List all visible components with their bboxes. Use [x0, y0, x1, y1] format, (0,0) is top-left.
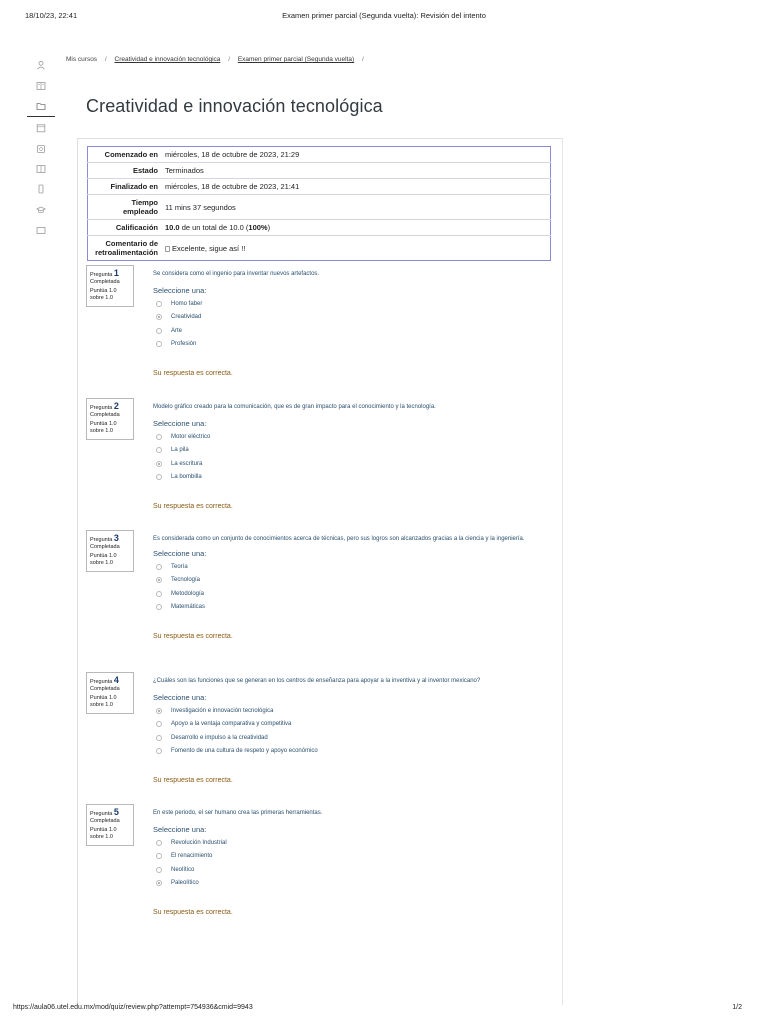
radio-button[interactable] [156, 301, 162, 307]
answer-option[interactable] [153, 863, 547, 877]
question-mark: Puntúa 1.0 [90, 827, 117, 833]
radio-button[interactable] [156, 735, 162, 741]
radio-button[interactable] [156, 604, 162, 610]
answer-option[interactable] [153, 574, 547, 588]
answer-option[interactable] [153, 338, 547, 352]
question-body-2 [153, 402, 547, 510]
question-mark: Puntúa 1.0 [90, 421, 117, 427]
question-text: Se considera como el ingenio para inventar nuevos artefactos. [153, 271, 320, 277]
question-text: ¿Cuáles son las funciones que se generan en los centros de enseñanza para apoyar a la inventiva y al inventor mexicano? [153, 678, 481, 684]
question-info-5 [86, 804, 134, 846]
answer-label: Homo faber [171, 300, 203, 307]
answer-label: Paleolítico [171, 880, 199, 887]
radio-button[interactable] [156, 564, 162, 570]
answer-option[interactable] [153, 471, 547, 485]
answer-options [153, 430, 547, 484]
question-mark-total: sobre 1.0 [90, 560, 113, 566]
answer-option[interactable] [153, 587, 547, 601]
book-open-icon[interactable] [36, 164, 46, 173]
phone-icon[interactable] [36, 184, 46, 193]
radio-button-selected[interactable] [156, 708, 162, 714]
summary-value: Terminados [161, 163, 551, 179]
answer-label: Tecnología [171, 577, 201, 584]
print-document-title: Examen primer parcial (Segunda vuelta): Revisión del intento [282, 11, 486, 20]
answer-label: La escritura [171, 460, 203, 467]
summary-row-state [88, 163, 551, 179]
radio-button[interactable] [156, 474, 162, 480]
question-prompt: Seleccione una: [153, 549, 207, 558]
active-nav-indicator [27, 116, 55, 117]
question-prompt: Seleccione una: [153, 693, 207, 702]
answer-label: Desarrollo e impulso a la creatividad [171, 734, 268, 741]
question-text: En este periodo, el ser humano crea las primeras herramientas. [153, 810, 323, 816]
question-state: Completada [90, 818, 120, 824]
question-state: Completada [90, 686, 120, 692]
answer-label: Teoría [171, 563, 188, 570]
graduation-cap-icon[interactable] [36, 205, 46, 214]
answer-label: Investigación e innovación tecnológica [171, 707, 274, 714]
answer-label: Apoyo a la ventaja comparativa y competitiva [171, 721, 292, 728]
question-number: 1 [113, 268, 119, 278]
radio-button-selected[interactable] [156, 461, 162, 467]
question-state: Completada [90, 412, 120, 418]
radio-button[interactable] [156, 341, 162, 347]
calendar-icon[interactable] [36, 123, 46, 132]
answer-option[interactable] [153, 430, 547, 444]
breadcrumb-separator: / [361, 56, 364, 63]
summary-value: miércoles, 18 de octubre de 2023, 21:41 [161, 179, 551, 195]
answer-option[interactable] [153, 877, 547, 891]
answer-option[interactable] [153, 850, 547, 864]
radio-button-selected[interactable] [156, 880, 162, 886]
summary-value: miércoles, 18 de octubre de 2023, 21:29 [161, 147, 551, 163]
answer-label: Neolítico [171, 866, 195, 873]
summary-value [161, 220, 551, 236]
folder-icon[interactable] [36, 101, 46, 110]
radio-button[interactable] [156, 721, 162, 727]
question-prompt: Seleccione una: [153, 419, 207, 428]
question-label: Pregunta [90, 537, 113, 543]
answer-option[interactable] [153, 297, 547, 311]
question-mark-total: sobre 1.0 [90, 834, 113, 840]
question-state: Completada [90, 279, 120, 285]
radio-button[interactable] [156, 447, 162, 453]
breadcrumb-separator: / [104, 56, 107, 63]
answer-feedback: Su respuesta es correcta. [153, 909, 233, 916]
question-text: Modelo gráfico creado para la comunicación, que es de gran impacto para el conocimiento y la tecnología. [153, 404, 436, 410]
question-prompt: Seleccione una: [153, 286, 207, 295]
question-label: Pregunta [90, 679, 113, 685]
summary-value [161, 236, 551, 261]
question-mark-total: sobre 1.0 [90, 295, 113, 301]
answer-option[interactable] [153, 745, 547, 759]
question-number: 5 [113, 807, 119, 817]
summary-label-line: empleado [122, 207, 158, 216]
answer-option[interactable] [153, 731, 547, 745]
summary-row-grade [88, 220, 551, 236]
radio-button[interactable] [156, 840, 162, 846]
badge-icon[interactable] [36, 144, 46, 153]
breadcrumb-item-quiz[interactable]: Examen primer parcial (Segunda vuelta) [237, 56, 355, 63]
print-date: 18/10/23, 22:41 [25, 11, 78, 20]
grade-total: de un total de 10.0 ( [179, 223, 249, 232]
radio-button[interactable] [156, 748, 162, 754]
folder-outline-icon[interactable] [36, 225, 46, 234]
answer-feedback: Su respuesta es correcta. [153, 633, 233, 640]
summary-label [88, 236, 162, 261]
radio-button[interactable] [156, 867, 162, 873]
answer-label: Motor eléctrico [171, 433, 211, 440]
grade-percent: 100% [248, 223, 268, 232]
page-title: Creatividad e innovación tecnológica [86, 96, 383, 116]
question-body-5 [153, 808, 547, 916]
answer-option[interactable] [153, 560, 547, 574]
question-info-4 [86, 672, 134, 714]
summary-label-line: Comentario de [105, 239, 158, 248]
summary-label: Estado [88, 163, 162, 179]
answer-label: La pila [171, 447, 189, 454]
radio-button[interactable] [156, 434, 162, 440]
answer-feedback: Su respuesta es correcta. [153, 503, 233, 510]
breadcrumb-separator: / [228, 56, 230, 63]
summary-value: 11 mins 37 segundos [161, 195, 551, 220]
question-mark: Puntúa 1.0 [90, 695, 117, 701]
answer-label: Matemáticas [171, 604, 206, 611]
answer-options [153, 560, 547, 614]
grade-close: ) [267, 223, 271, 232]
radio-button[interactable] [156, 328, 162, 334]
answer-label: El renacimiento [171, 853, 213, 860]
answer-option[interactable] [153, 704, 547, 718]
answer-label: Fomento de una cultura de respeto y apoyo económico [171, 748, 318, 755]
answer-options [153, 836, 547, 890]
question-mark-total: sobre 1.0 [90, 428, 113, 434]
answer-label: Profesión [171, 341, 197, 348]
answer-option[interactable] [153, 457, 547, 471]
answer-label: La bombilla [171, 474, 202, 481]
question-number: 4 [113, 675, 119, 685]
question-mark: Puntúa 1.0 [90, 288, 117, 294]
user-icon[interactable] [36, 60, 46, 69]
answer-option[interactable] [153, 311, 547, 325]
answer-option[interactable] [153, 718, 547, 732]
summary-label-line: Tiempo [131, 198, 158, 207]
question-prompt: Seleccione una: [153, 825, 207, 834]
answer-options [153, 704, 547, 758]
question-label: Pregunta [90, 405, 113, 411]
print-page-number: 1/2 [732, 1004, 742, 1011]
question-body-3 [153, 534, 547, 640]
summary-row-started [88, 147, 551, 163]
question-mark-total: sobre 1.0 [90, 702, 113, 708]
answer-label: Revolución Industrial [171, 839, 227, 846]
question-text: Es considerada como un conjunto de conocimientos acerca de técnicas, pero sus logros son alcanzados gracias a la ciencia y la ingeniería. [153, 536, 525, 542]
question-label: Pregunta [90, 272, 113, 278]
radio-button[interactable] [156, 853, 162, 859]
answer-option[interactable] [153, 324, 547, 338]
feedback-icon [165, 246, 170, 252]
question-label: Pregunta [90, 811, 113, 817]
book-icon[interactable] [36, 81, 46, 90]
breadcrumb [66, 56, 370, 63]
feedback-text: Excelente, sigue así !! [172, 243, 246, 253]
summary-row-feedback [88, 236, 551, 261]
summary-row-finished [88, 179, 551, 195]
grade-score: 10.0 [165, 223, 180, 232]
summary-label: Comenzado en [88, 147, 162, 163]
summary-label: Finalizado en [88, 179, 162, 195]
print-url: https://aula06.utel.edu.mx/mod/quiz/review.php?attempt=754936&cmid=9943 [13, 1004, 253, 1011]
radio-button-selected[interactable] [156, 314, 162, 320]
answer-label: Arte [171, 327, 183, 334]
question-info-3 [86, 530, 134, 572]
question-number: 3 [113, 533, 119, 543]
question-state: Completada [90, 544, 120, 550]
question-mark: Puntúa 1.0 [90, 553, 117, 559]
answer-option[interactable] [153, 836, 547, 850]
answer-label: Creatividad [171, 314, 202, 321]
summary-label: Calificación [88, 220, 162, 236]
summary-label-line: retroalimentación [95, 248, 158, 257]
answer-option[interactable] [153, 601, 547, 615]
breadcrumb-item-course[interactable]: Creatividad e innovación tecnológica [114, 56, 221, 63]
summary-label [88, 195, 162, 220]
summary-row-time [88, 195, 551, 220]
answer-label: Metodología [171, 590, 205, 597]
answer-feedback: Su respuesta es correcta. [153, 777, 233, 784]
answer-feedback: Su respuesta es correcta. [153, 370, 233, 377]
radio-button[interactable] [156, 591, 162, 597]
answer-option[interactable] [153, 444, 547, 458]
question-body-4 [153, 676, 547, 784]
radio-button-selected[interactable] [156, 577, 162, 583]
question-number: 2 [113, 401, 119, 411]
attempt-summary-table [87, 146, 551, 261]
question-info-2 [86, 398, 134, 440]
breadcrumb-item-my-courses[interactable]: Mis cursos [66, 56, 98, 63]
question-info-1 [86, 265, 134, 307]
question-body-1 [153, 269, 547, 377]
answer-options [153, 297, 547, 351]
